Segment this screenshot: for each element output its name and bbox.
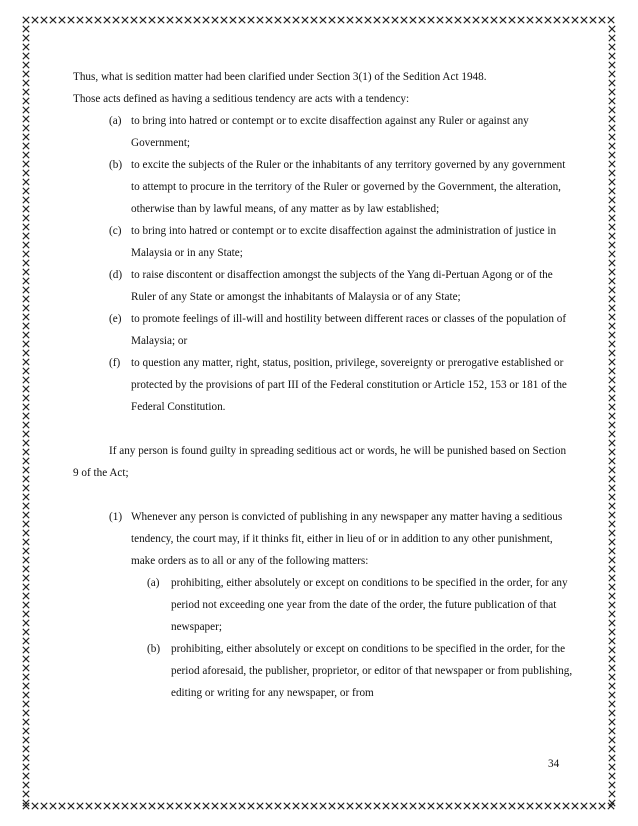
- list-item: [73, 110, 573, 154]
- item-label: (a): [109, 115, 122, 127]
- list-item: [73, 506, 573, 704]
- item-text: to bring into hatred or contempt or to excite disaffection against the administration of justice in Malaysia or in any State;: [131, 225, 557, 259]
- tendency-list: [73, 110, 573, 418]
- list-item: [73, 352, 573, 418]
- spacer: [73, 418, 573, 440]
- intro-line-1: Thus, what is sedition matter had been clarified under Section 3(1) of the Sedition Act 1948.: [73, 71, 487, 83]
- list-item: [73, 154, 573, 220]
- item-text: prohibiting, either absolutely or except on conditions to be specified in the order, for any period not exceeding one year from the date of the order, the future publication of that newspaper;: [171, 577, 568, 633]
- item-text: to excite the subjects of the Ruler or the inhabitants of any territory governed by any government to attempt to procure in the territory of the Ruler or governed by the Government, the alteration, otherwise than by lawful means, of any matter as by law established;: [131, 159, 566, 215]
- item-label: (b): [147, 643, 161, 655]
- item-text: to question any matter, right, status, position, privilege, sovereignty or prerogative established or protected by the provisions of part III of the Federal constitution or Article 152, 153 or 181 of the Federal Constitution.: [131, 357, 567, 413]
- list-item: [73, 572, 573, 638]
- intro-line-2: Those acts defined as having a seditious tendency are acts with a tendency:: [73, 93, 410, 105]
- item-label: (f): [109, 357, 121, 369]
- item-label: (d): [109, 269, 123, 281]
- item-label: (b): [109, 159, 123, 171]
- document-page: [73, 66, 573, 704]
- item-text: to promote feelings of ill-will and hostility between different races or classes of the population of Malaysia; or: [131, 313, 567, 347]
- item-text: prohibiting, either absolutely or except on conditions to be specified in the order, for the period aforesaid, the publisher, proprietor, or editor of that newspaper or from publishing, editing or writing for any newspaper, or from: [171, 643, 573, 699]
- list-item: [73, 220, 573, 264]
- item-text: Whenever any person is convicted of publishing in any newspaper any matter having a seditious tendency, the court may, if it thinks fit, either in lieu of or in addition to any other punishment, make orders as to all or any of the following matters:: [131, 511, 563, 567]
- item-text: to bring into hatred or contempt or to excite disaffection against any Ruler or against any Government;: [131, 115, 529, 149]
- list-item: [73, 638, 573, 704]
- list-item: [73, 308, 573, 352]
- item-label: (c): [109, 225, 122, 237]
- item-label: (e): [109, 313, 122, 325]
- list-item: [73, 264, 573, 308]
- item-label: (a): [147, 577, 160, 589]
- item-text: to raise discontent or disaffection amongst the subjects of the Yang di-Pertuan Agong or of the Ruler of any State or amongst the inhabitants of Malaysia or of any State;: [131, 269, 553, 303]
- item-label: (1): [109, 511, 123, 523]
- punishment-paragraph: If any person is found guilty in spreading seditious act or words, he will be punished based on Section 9 of the Act;: [73, 445, 567, 479]
- page-number: 34: [548, 758, 560, 770]
- spacer: [73, 484, 573, 506]
- sub-list: [73, 572, 573, 704]
- section9-list: [73, 506, 573, 704]
